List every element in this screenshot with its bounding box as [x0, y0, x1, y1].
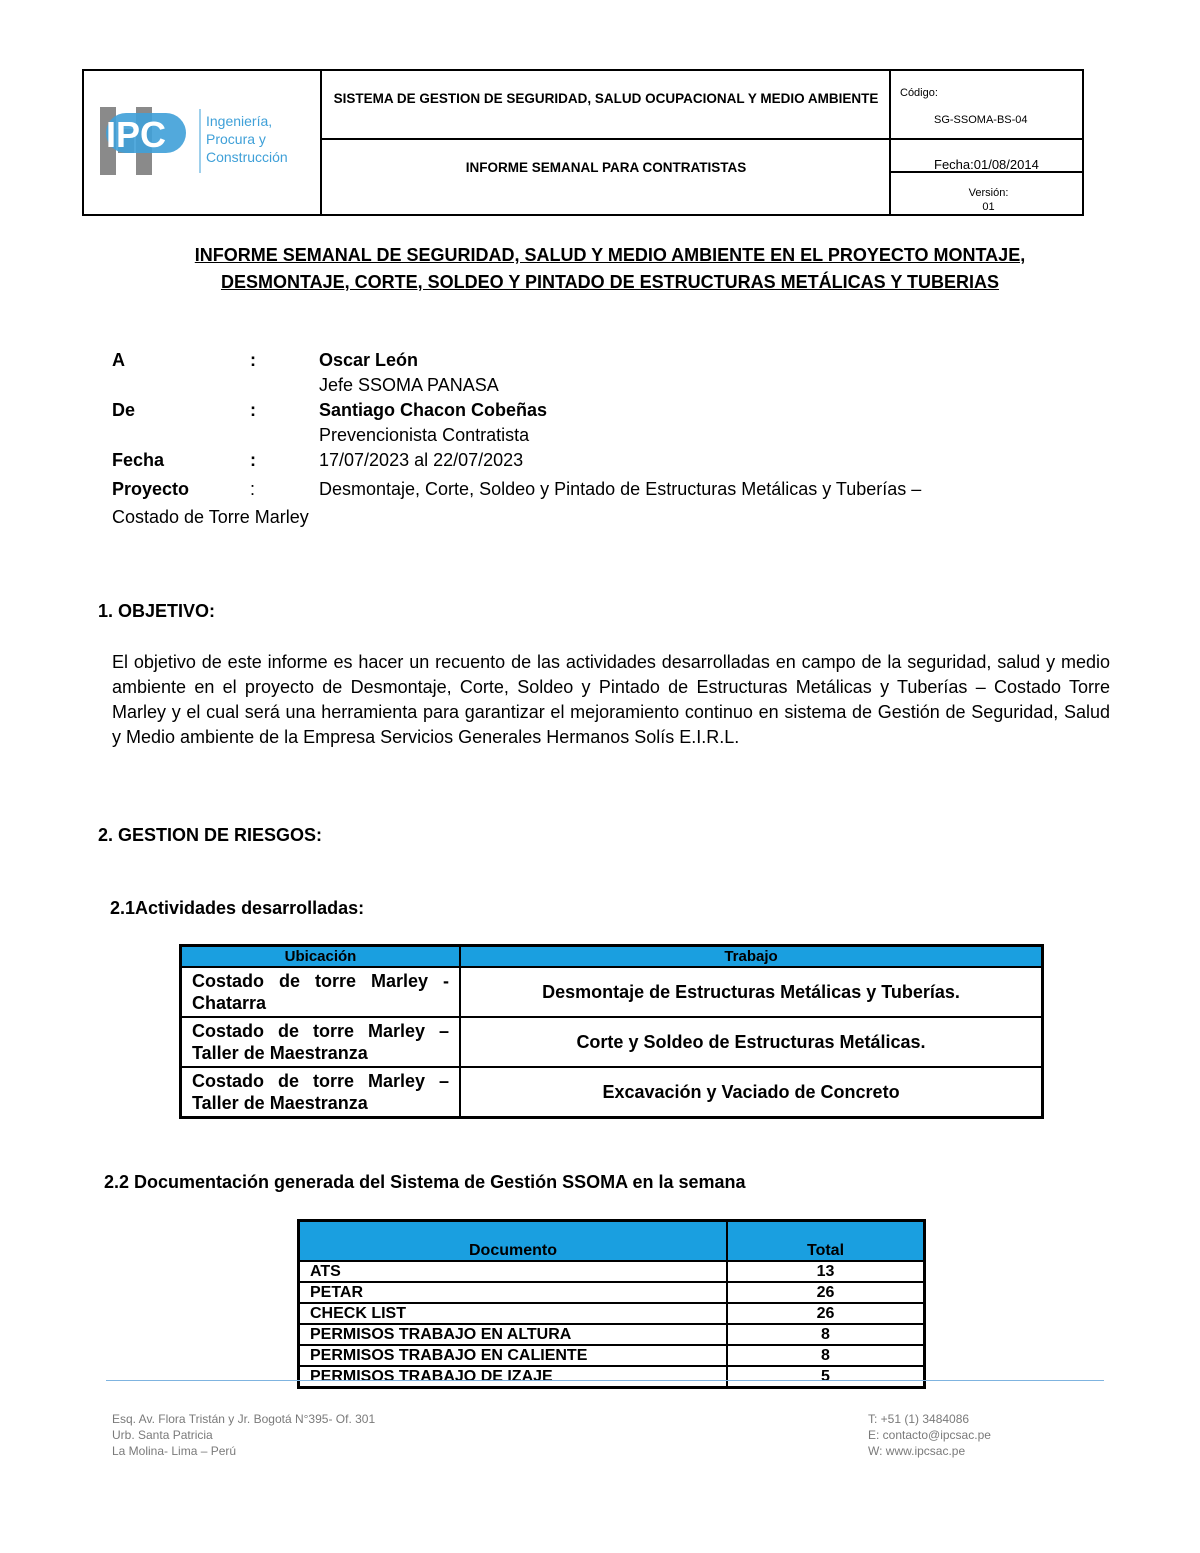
header-divider: [320, 138, 1082, 140]
title-line: INFORME SEMANAL DE SEGURIDAD, SALUD Y MEDIO AMBIENTE EN EL PROYECTO MONTAJE,: [194, 245, 1026, 265]
version-value: 01: [982, 201, 995, 213]
address-line: La Molina- Lima – Perú: [112, 1444, 237, 1458]
field-colon: :: [250, 350, 256, 370]
field-colon: :: [250, 400, 256, 420]
table-row: [299, 1261, 925, 1282]
total-cell: 26: [727, 1282, 925, 1303]
sender-role: Prevencionista Contratista: [319, 425, 530, 445]
logo-line: Ingeniería,: [206, 113, 273, 129]
work-cell: Excavación y Vaciado de Concreto: [460, 1067, 1043, 1118]
total-cell: 8: [727, 1324, 925, 1345]
contact-web: W: www.ipcsac.pe: [868, 1444, 966, 1458]
activities-table: [179, 944, 1044, 1119]
recipient-name: Oscar León: [319, 350, 419, 370]
table-row: [299, 1366, 925, 1388]
version-label: Versión:: [968, 187, 1009, 199]
project-name-cont: Costado de Torre Marley: [112, 507, 309, 527]
table-row: [299, 1324, 925, 1345]
field-label-proyecto: Proyecto: [112, 479, 190, 499]
document-title: [100, 242, 1120, 296]
column-header: Total: [727, 1221, 925, 1262]
logo-line: Procura y: [206, 131, 266, 147]
table-row: [181, 967, 1043, 1017]
code-label: Código:: [900, 87, 938, 99]
document-cell: ATS: [299, 1261, 728, 1282]
recipient-role: Jefe SSOMA PANASA: [319, 375, 499, 395]
footer-address: [112, 1411, 375, 1459]
field-label-de: De: [112, 400, 136, 420]
contact-phone: T: +51 (1) 3484086: [868, 1412, 970, 1426]
sender-name: Santiago Chacon Cobeñas: [319, 400, 548, 420]
code-value: SG-SSOMA-BS-04: [934, 114, 1028, 126]
column-header: Trabajo: [460, 946, 1043, 968]
header-divider: [320, 71, 322, 214]
document-cell: PERMISOS TRABAJO EN CALIENTE: [299, 1345, 728, 1366]
subsection-activities: 2.1Actividades desarrolladas:: [110, 898, 365, 918]
total-cell: 13: [727, 1261, 925, 1282]
report-title: INFORME SEMANAL PARA CONTRATISTAS: [465, 160, 747, 175]
ipc-logo-icon: [100, 99, 290, 183]
address-line: Esq. Av. Flora Tristán y Jr. Bogotá N°395- Of. 301: [112, 1412, 376, 1426]
table-row: [181, 1067, 1043, 1118]
ipc-logo: [100, 99, 290, 183]
location-cell: Costado de torre Marley – Taller de Maestranza: [181, 1067, 461, 1118]
field-label-a: A: [112, 350, 125, 370]
title-line: DESMONTAJE, CORTE, SOLDEO Y PINTADO DE ESTRUCTURAS METÁLICAS Y TUBERIAS: [220, 272, 1000, 292]
contact-email: E: contacto@ipcsac.pe: [868, 1428, 991, 1442]
date-text: Fecha:01/08/2014: [934, 157, 1039, 172]
table-row: [181, 1017, 1043, 1067]
footer-divider: [106, 1380, 1104, 1381]
system-title: SISTEMA DE GESTION DE SEGURIDAD, SALUD OCUPACIONAL Y MEDIO AMBIENTE: [333, 91, 879, 106]
column-header: Documento: [299, 1221, 728, 1262]
total-cell: 8: [727, 1345, 925, 1366]
project-name: Desmontaje, Corte, Soldeo y Pintado de Estructuras Metálicas y Tuberías –: [319, 479, 922, 499]
documents-table: [297, 1219, 926, 1389]
location-cell: Costado de torre Marley - Chatarra: [181, 967, 461, 1017]
footer-contact: [868, 1411, 991, 1459]
document-header: [82, 69, 1084, 216]
date-range: 17/07/2023 al 22/07/2023: [319, 450, 524, 470]
document-cell: CHECK LIST: [299, 1303, 728, 1324]
subsection-documentation: 2.2 Documentación generada del Sistema de Gestión SSOMA en la semana: [104, 1172, 746, 1192]
table-header-row: [181, 946, 1043, 968]
document-cell: PERMISOS TRABAJO DE IZAJE: [299, 1366, 728, 1388]
table-header-row: [299, 1221, 925, 1262]
table-row: [299, 1282, 925, 1303]
table-row: [299, 1303, 925, 1324]
table-row: [299, 1345, 925, 1366]
objective-paragraph: El objetivo de este informe es hacer un recuento de las actividades desarrolladas en campo de la seguridad, salud y medio ambiente en el proyecto de Desmontaje, Corte, Soldeo y Pintado de Estructuras Metálicas y Tuberías – Costado Torre Marley y el cual será una herramienta para garantizar el mejoramiento continuo en sistema de Gestión de Seguridad, Salud y Medio ambiente de la Empresa Servicios Generales Hermanos Solís E.I.R.L.: [112, 652, 1110, 747]
document-cell: PETAR: [299, 1282, 728, 1303]
work-cell: Desmontaje de Estructuras Metálicas y Tuberías.: [460, 967, 1043, 1017]
address-line: Urb. Santa Patricia: [112, 1428, 213, 1442]
column-header: Ubicación: [181, 946, 461, 968]
total-cell: 26: [727, 1303, 925, 1324]
section-heading-objetivo: 1. OBJETIVO:: [98, 601, 216, 621]
location-cell: Costado de torre Marley – Taller de Maestranza: [181, 1017, 461, 1067]
work-cell: Corte y Soldeo de Estructuras Metálicas.: [460, 1017, 1043, 1067]
document-cell: PERMISOS TRABAJO EN ALTURA: [299, 1324, 728, 1345]
logo-line: Construcción: [206, 149, 288, 165]
field-colon: :: [250, 479, 256, 499]
field-label-fecha: Fecha: [112, 450, 165, 470]
logo-letters: IPC: [106, 114, 167, 155]
section-heading-riesgos: 2. GESTION DE RIESGOS:: [98, 825, 323, 845]
total-cell: 5: [727, 1366, 925, 1388]
field-colon: :: [250, 450, 256, 470]
